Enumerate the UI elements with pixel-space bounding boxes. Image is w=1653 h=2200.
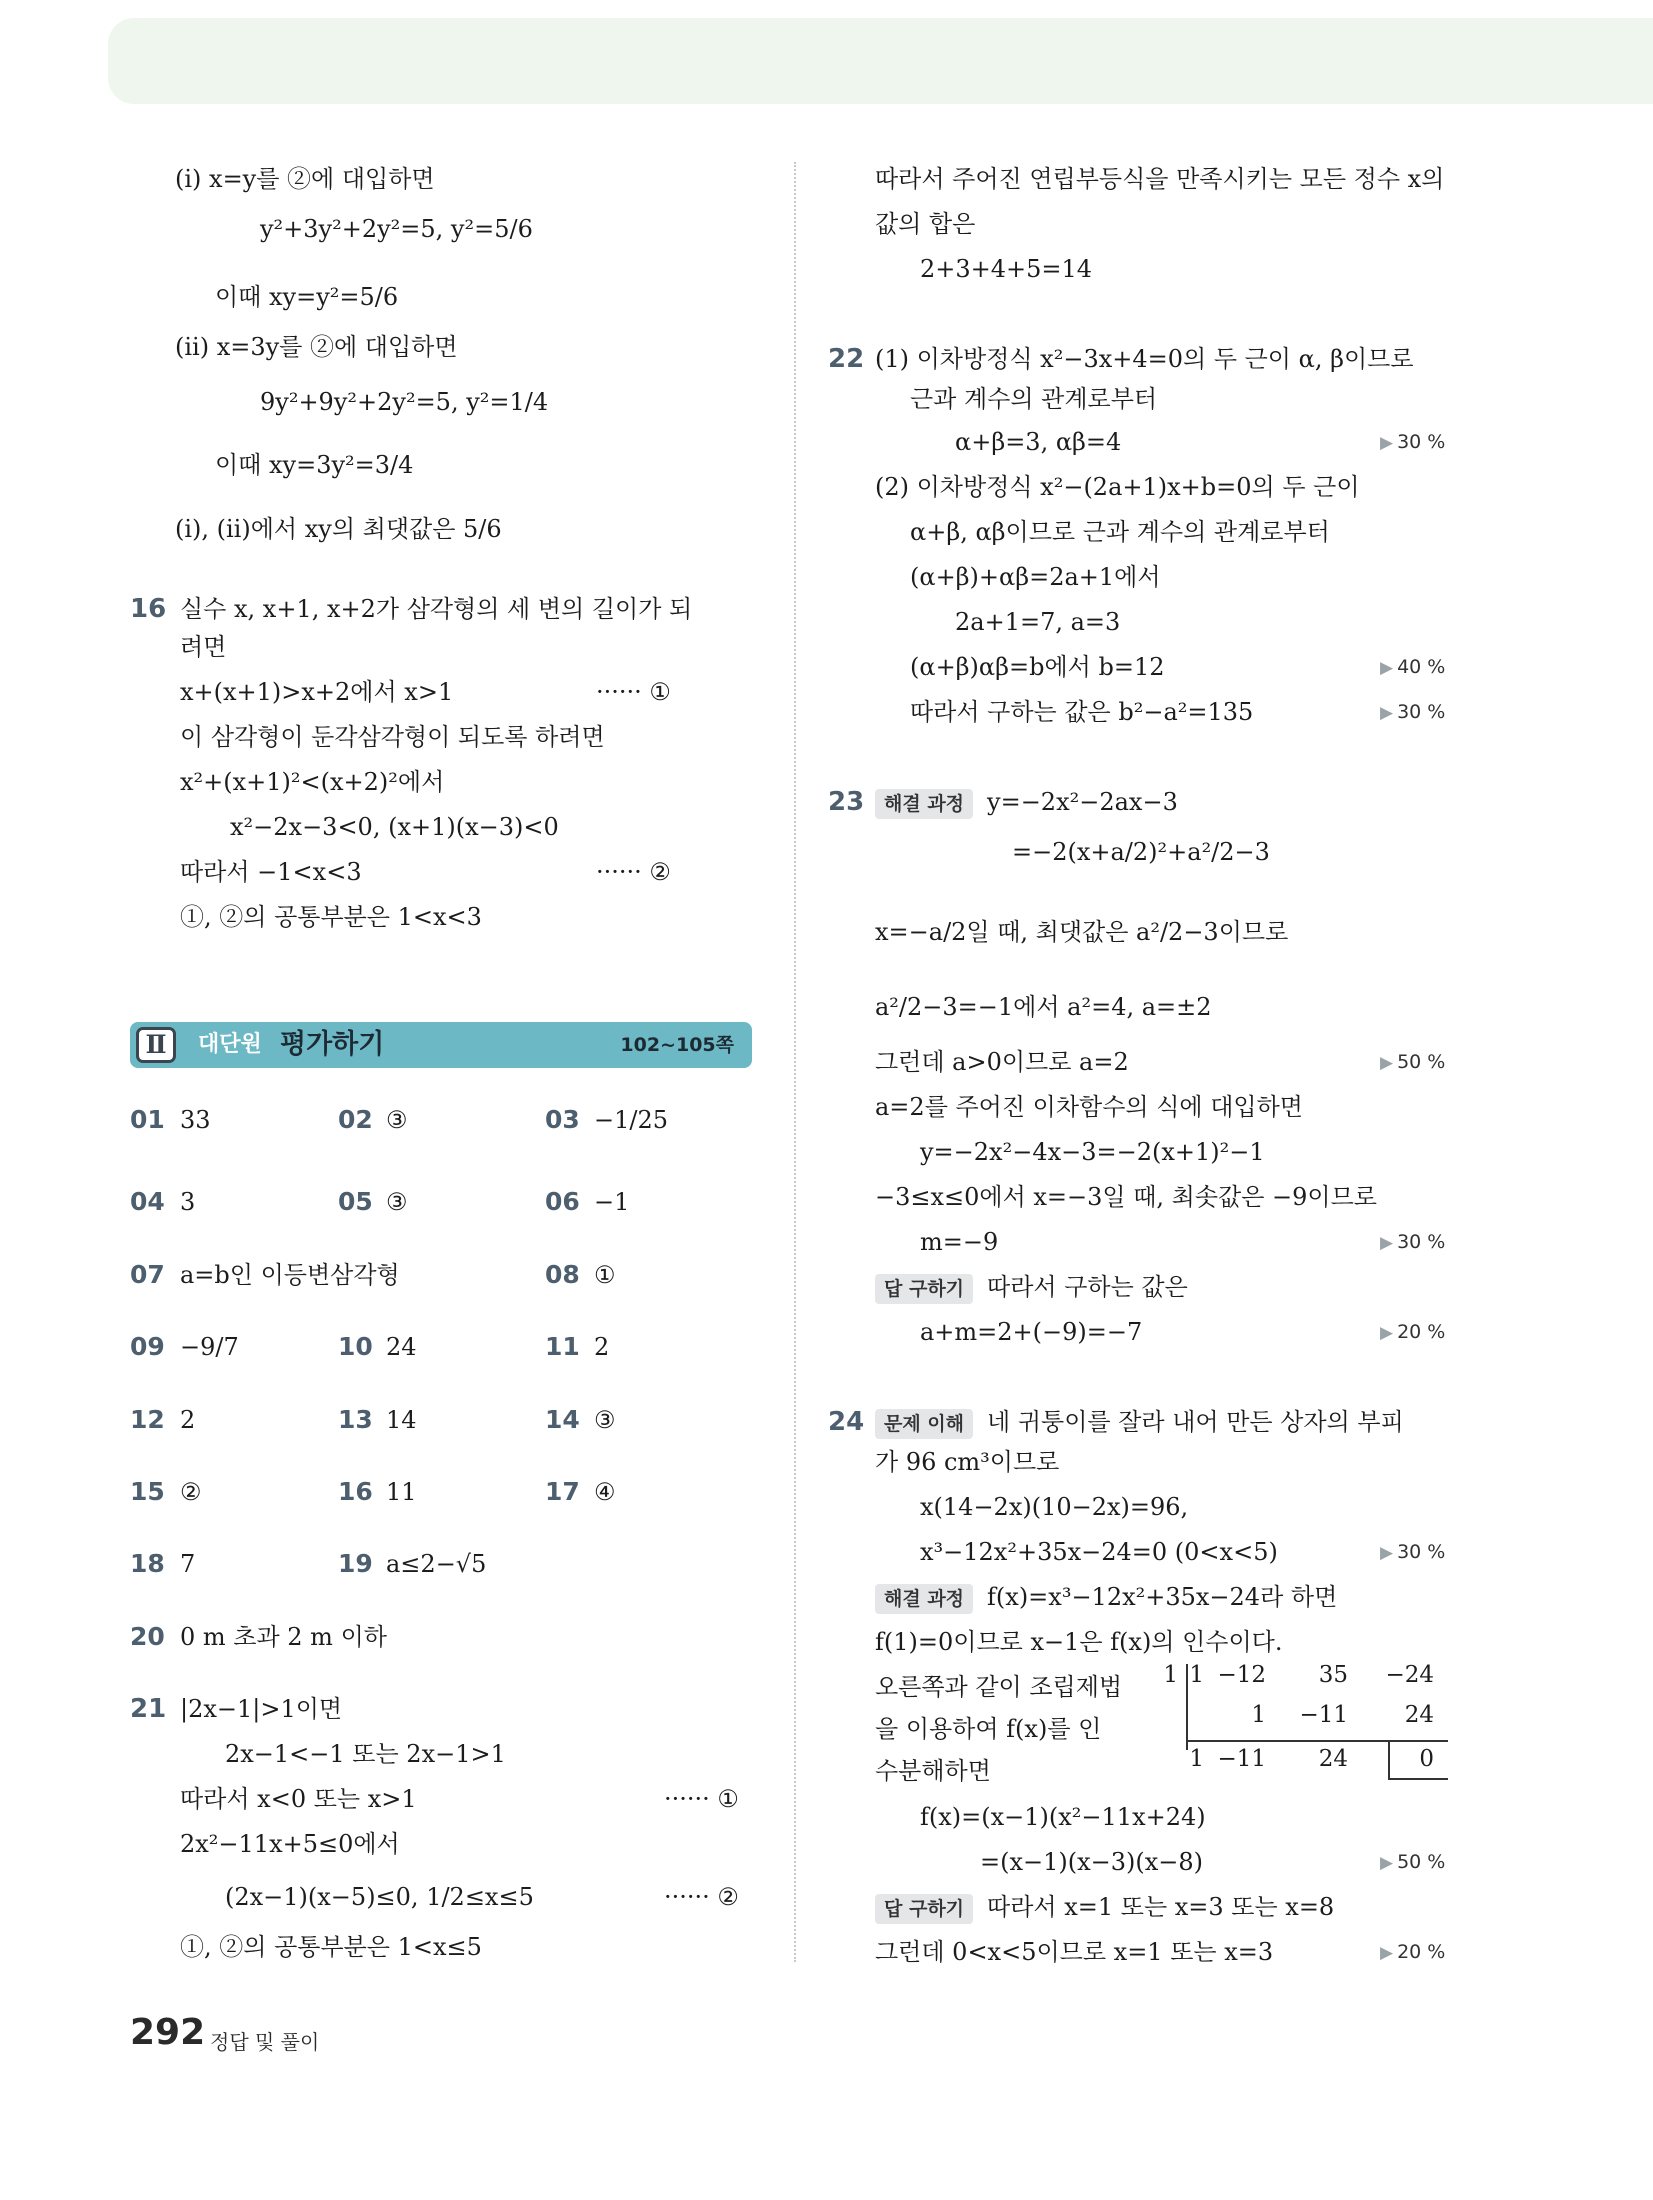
p21-line: 따라서 x<0 또는 x>1 [180, 1785, 417, 1813]
problem-21-number: 21 [130, 1694, 167, 1724]
case-conclusion: (ⅰ), (ⅱ)에서 xy의 최댓값은 5/6 [175, 515, 502, 543]
coef-cell: 1 [1189, 1746, 1204, 1772]
score-value: 20 % [1397, 1321, 1446, 1343]
triangle-icon: ▶ [1380, 1543, 1394, 1563]
answer-tag: 답 구하기 [875, 1894, 973, 1924]
section-banner [130, 1022, 752, 1068]
case-i-line2: y²+3y²+2y²=5, y²=5/6 [260, 215, 533, 243]
coef-cell: 24 [1318, 1746, 1348, 1772]
answer-number: 04 [130, 1187, 165, 1216]
case-ii-line3: 이때 xy=3y²=3/4 [215, 451, 414, 479]
answer-number: 17 [545, 1477, 580, 1506]
coef-cell: −12 [1217, 1662, 1266, 1688]
score-percent [1380, 1535, 1445, 1570]
answer-value: ① [594, 1261, 616, 1289]
answer-value: −1/25 [594, 1106, 669, 1134]
answer-value: ② [180, 1478, 202, 1506]
answer-number: 05 [338, 1187, 373, 1216]
answer-tag: 답 구하기 [875, 1274, 973, 1304]
p24-line: 따라서 x=1 또는 x=3 또는 x=8 [987, 1893, 1335, 1921]
answer-number: 02 [338, 1105, 373, 1134]
triangle-icon: ▶ [1380, 1233, 1394, 1253]
p21-line: 2x−1<−1 또는 2x−1>1 [225, 1740, 506, 1768]
score-percent [1380, 1045, 1445, 1080]
answer-number: 03 [545, 1105, 580, 1134]
p24-line: 수분해하면 [875, 1757, 991, 1785]
p24-line: 네 귀퉁이를 잘라 내어 만든 상자의 부피 [987, 1408, 1404, 1436]
coef-cell: −11 [1299, 1702, 1348, 1728]
roman-numeral-badge: Ⅱ [136, 1027, 176, 1063]
coef-cell: 35 [1318, 1662, 1348, 1688]
p22-line: (1) 이차방정식 x²−3x+4=0의 두 근이 α, β이므로 [875, 345, 1414, 373]
score-percent [1380, 1845, 1445, 1880]
problem-22-number: 22 [828, 344, 865, 374]
answer-number: 18 [130, 1549, 165, 1578]
solution-process-tag: 해결 과정 [875, 789, 973, 819]
divisor: 1 [1163, 1662, 1178, 1688]
problem-understanding-tag: 문제 이해 [875, 1409, 973, 1439]
score-value: 50 % [1397, 1851, 1446, 1873]
p24-line: 을 이용하여 f(x)를 인 [875, 1715, 1102, 1743]
p21-line: |2x−1|>1이면 [180, 1695, 343, 1723]
p23-line: a=2를 주어진 이차함수의 식에 대입하면 [875, 1093, 1303, 1121]
p23-line: y=−2x²−4x−3=−2(x+1)²−1 [920, 1138, 1265, 1166]
coef-cell: 1 [1251, 1702, 1266, 1728]
score-value: 50 % [1397, 1051, 1446, 1073]
answer-number: 19 [338, 1549, 373, 1578]
p24-line: f(x)=(x−1)(x²−11x+24) [920, 1803, 1206, 1831]
p24-line: 가 96 cm³이므로 [875, 1448, 1060, 1476]
answer-number: 07 [130, 1260, 165, 1289]
case-ii-line1: (ⅱ) x=3y를 ②에 대입하면 [175, 333, 458, 361]
triangle-icon: ▶ [1380, 1943, 1394, 1963]
triangle-icon: ▶ [1380, 433, 1394, 453]
answer-number: 06 [545, 1187, 580, 1216]
footer-label: 정답 및 풀이 [210, 2030, 320, 2054]
p16-mark-1: ······ ① [596, 678, 671, 706]
p23-answer-line [875, 1270, 1188, 1304]
p16-mark-2: ······ ② [596, 858, 671, 886]
answer-number: 15 [130, 1477, 165, 1506]
column-divider [794, 162, 796, 1962]
problem-16-number: 16 [130, 594, 167, 624]
score-value: 30 % [1397, 1231, 1446, 1253]
p22-line: α+β=3, αβ=4 [955, 428, 1122, 456]
answer-number: 16 [338, 1477, 373, 1506]
p24-line: f(x)=x³−12x²+35x−24라 하면 [987, 1583, 1338, 1611]
p16-line: x²+(x+1)²<(x+2)²에서 [180, 768, 445, 796]
case-ii-line2: 9y²+9y²+2y²=5, y²=1/4 [260, 388, 549, 416]
p23-line: =−2(x+a/2)²+a²/2−3 [1012, 838, 1270, 866]
p24-line: =(x−1)(x−3)(x−8) [980, 1848, 1204, 1876]
p16-line: 따라서 −1<x<3 [180, 858, 362, 886]
answer-value: 24 [386, 1333, 417, 1361]
answer-number: 10 [338, 1332, 373, 1361]
answer-value: ③ [594, 1406, 616, 1434]
coef-cell: −11 [1217, 1746, 1266, 1772]
header-band [108, 18, 1653, 104]
answer-value: a≤2−√5 [386, 1550, 487, 1578]
problem-24-number: 24 [828, 1407, 865, 1437]
p22-line: α+β, αβ이므로 근과 계수의 관계로부터 [910, 518, 1330, 546]
score-percent [1380, 1315, 1445, 1350]
p22-line: 근과 계수의 관계로부터 [910, 385, 1158, 413]
p24-line: x³−12x²+35x−24=0 (0<x<5) [920, 1538, 1278, 1566]
p24-line: x(14−2x)(10−2x)=96, [920, 1493, 1189, 1521]
p24-process-line [875, 1580, 1337, 1614]
answer-number: 08 [545, 1260, 580, 1289]
remainder-box [1388, 1740, 1448, 1780]
answer-number: 09 [130, 1332, 165, 1361]
p21-mark-1: ······ ① [664, 1785, 739, 1813]
solution-process-tag: 해결 과정 [875, 1584, 973, 1614]
score-percent [1380, 425, 1445, 460]
answer-number: 13 [338, 1405, 373, 1434]
intro-line: 2+3+4+5=14 [920, 255, 1093, 283]
p21-mark-2: ······ ② [664, 1883, 739, 1911]
p24-answer-line [875, 1890, 1334, 1924]
p22-line: 따라서 구하는 값은 b²−a²=135 [910, 698, 1254, 726]
p16-line: x+(x+1)>x+2에서 x>1 [180, 678, 454, 706]
answer-value: −9/7 [180, 1333, 239, 1361]
p23-line: 따라서 구하는 값은 [987, 1273, 1188, 1301]
intro-line: 따라서 주어진 연립부등식을 만족시키는 모든 정수 x의 [875, 165, 1445, 193]
p23-line: a²/2−3=−1에서 a²=4, a=±2 [875, 993, 1212, 1021]
p21-line: (2x−1)(x−5)≤0, 1/2≤x≤5 [225, 1883, 534, 1911]
answer-value: 0 m 초과 2 m 이하 [180, 1623, 387, 1651]
p16-line: 려면 [180, 633, 227, 661]
remainder-cell: 0 [1419, 1746, 1434, 1772]
p23-first-line [875, 785, 1178, 819]
p23-line: x=−a/2일 때, 최댓값은 a²/2−3이므로 [875, 918, 1289, 946]
p23-line: m=−9 [920, 1228, 999, 1256]
answer-value: ③ [386, 1188, 408, 1216]
p24-line: f(1)=0이므로 x−1은 f(x)의 인수이다. [875, 1628, 1283, 1656]
answer-number: 12 [130, 1405, 165, 1434]
p16-line: 이 삼각형이 둔각삼각형이 되도록 하려면 [180, 723, 605, 751]
answer-value: 7 [180, 1550, 196, 1578]
coef-cell: 1 [1189, 1662, 1204, 1688]
score-percent [1380, 1225, 1445, 1260]
problem-23-number: 23 [828, 787, 865, 817]
p21-line: 2x²−11x+5≤0에서 [180, 1830, 400, 1858]
score-value: 30 % [1397, 431, 1446, 453]
coef-cell: 24 [1404, 1702, 1434, 1728]
triangle-icon: ▶ [1380, 703, 1394, 723]
banner-pages: 102~105쪽 [620, 1034, 734, 1056]
score-percent [1380, 695, 1445, 730]
answer-number: 14 [545, 1405, 580, 1434]
p16-line: x²−2x−3<0, (x+1)(x−3)<0 [230, 813, 559, 841]
p21-line: ①, ②의 공통부분은 1<x≤5 [180, 1933, 482, 1961]
answer-value: 14 [386, 1406, 417, 1434]
triangle-icon: ▶ [1380, 658, 1394, 678]
p24-line: 오른쪽과 같이 조립제법 [875, 1673, 1123, 1701]
score-percent [1380, 650, 1445, 685]
answer-value: 2 [594, 1333, 610, 1361]
intro-line: 값의 합은 [875, 210, 976, 238]
answer-value: a=b인 이등변삼각형 [180, 1261, 400, 1289]
division-vertical-rule [1186, 1664, 1188, 1750]
score-value: 20 % [1397, 1941, 1446, 1963]
p22-line: 2a+1=7, a=3 [955, 608, 1121, 636]
p16-line: 실수 x, x+1, x+2가 삼각형의 세 변의 길이가 되 [180, 595, 693, 623]
answer-number: 11 [545, 1332, 580, 1361]
banner-label-1: 대단원 [198, 1032, 262, 1057]
answer-value: −1 [594, 1188, 630, 1216]
answer-value: 2 [180, 1406, 196, 1434]
triangle-icon: ▶ [1380, 1053, 1394, 1073]
score-percent [1380, 1935, 1445, 1970]
answer-value: 33 [180, 1106, 211, 1134]
synthetic-division-table [1152, 1658, 1452, 1786]
p22-line: (α+β)+αβ=2a+1에서 [910, 563, 1161, 591]
p23-line: 그런데 a>0이므로 a=2 [875, 1048, 1129, 1076]
score-value: 40 % [1397, 656, 1446, 678]
answer-value: ④ [594, 1478, 616, 1506]
triangle-icon: ▶ [1380, 1323, 1394, 1343]
banner-label-2: 평가하기 [280, 1029, 385, 1060]
triangle-icon: ▶ [1380, 1853, 1394, 1873]
answer-value: 3 [180, 1188, 196, 1216]
p22-line: (2) 이차방정식 x²−(2a+1)x+b=0의 두 근이 [875, 473, 1360, 501]
case-i-line1: (ⅰ) x=y를 ②에 대입하면 [175, 165, 435, 193]
answer-number: 20 [130, 1622, 165, 1651]
p24-first-line [875, 1405, 1404, 1439]
coef-cell: −24 [1385, 1662, 1434, 1688]
page-number: 292 [130, 2012, 206, 2053]
case-i-line3: 이때 xy=y²=5/6 [215, 283, 399, 311]
p23-line: −3≤x≤0에서 x=−3일 때, 최솟값은 −9이므로 [875, 1183, 1377, 1211]
answer-value: 11 [386, 1478, 417, 1506]
score-value: 30 % [1397, 701, 1446, 723]
score-value: 30 % [1397, 1541, 1446, 1563]
answer-number: 01 [130, 1105, 165, 1134]
p23-line: y=−2x²−2ax−3 [987, 788, 1178, 816]
p16-line: ①, ②의 공통부분은 1<x<3 [180, 903, 482, 931]
answer-value: ③ [386, 1106, 408, 1134]
p23-line: a+m=2+(−9)=−7 [920, 1318, 1143, 1346]
p24-line: 그런데 0<x<5이므로 x=1 또는 x=3 [875, 1938, 1274, 1966]
p22-line: (α+β)αβ=b에서 b=12 [910, 653, 1165, 681]
